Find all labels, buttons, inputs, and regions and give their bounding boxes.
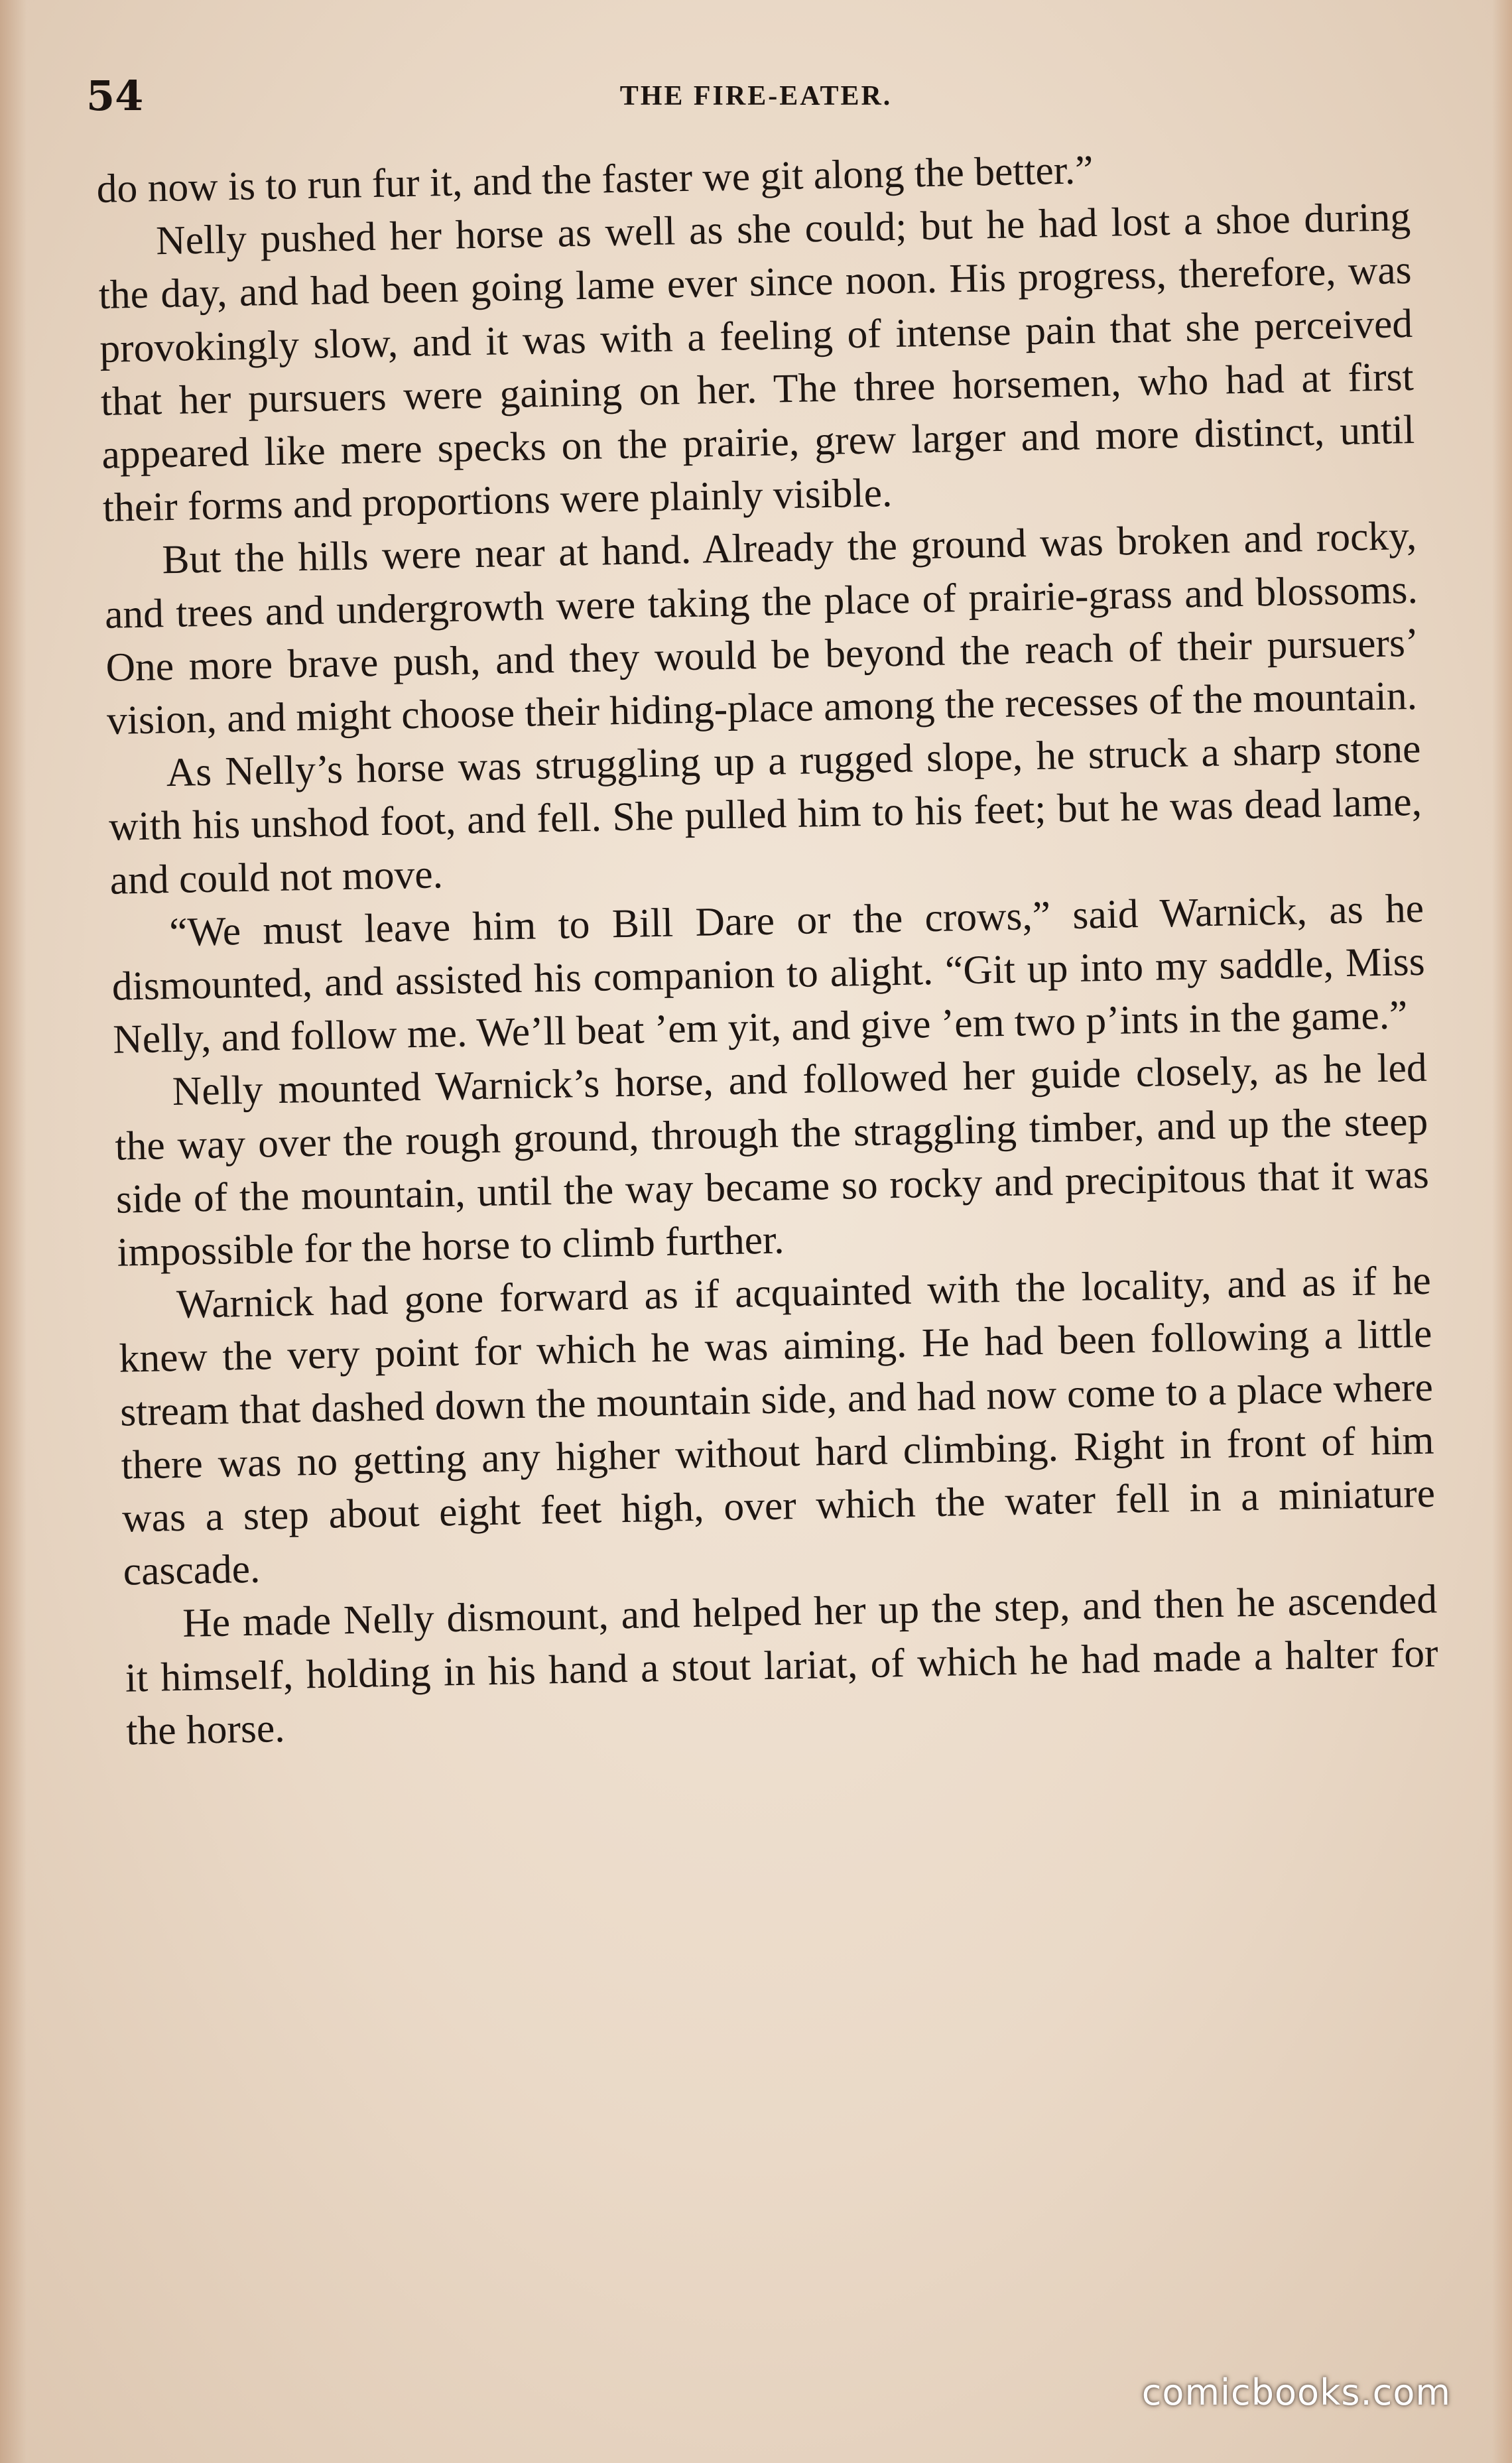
page-number: 54 <box>86 72 144 120</box>
paragraph: do now is to run fur it, and the faster we git along the better.” <box>96 147 1094 212</box>
body-text <box>96 137 1440 1758</box>
page-shadow-right <box>1492 0 1512 2463</box>
paragraph: Nelly mounted Warnick’s horse, and followed her guide closely, as he led the way over the rough ground, through the straggling timber, and up the steep side of the mountain, until the way became so rocky and precipitous that it was impossible for the horse to climb further. <box>114 1045 1430 1275</box>
page-header <box>86 70 1426 123</box>
paragraph: Nelly pushed her horse as well as she could; but he had lost a shoe during the day, and had been going lame ever since noon. His progress, therefore, was provokingly slow, and it was with a feeling of intense pain that she perceived that her pursuers were gaining on her. The three horsemen, who had at first appeared like mere specks on the prairie, grew larger and more distinct, until their forms and proportions were plainly visible. <box>98 194 1415 531</box>
paragraph: But the hills were near at hand. Already the ground was broken and rocky, and trees and undergrowth were taking the place of prairie-grass and blossoms. One more brave push, and they would be beyond the reach of their pursuers’ vision, and might choose their hiding-place among the recesses of the mountain. <box>104 513 1419 743</box>
paragraph: As Nelly’s horse was struggling up a rugged slope, he struck a sharp stone with his unshod foot, and fell. She pulled him to his feet; but he was dead lame, and could not move. <box>108 726 1422 903</box>
paragraph: “We must leave him to Bill Dare or the crows,” said Warnick, as he dismounted, and assisted his companion to alight. “Git up into my saddle, Miss Nelly, and follow me. We’ll beat ’em yit, and give ’em two p’ints in the game.” <box>111 885 1426 1062</box>
paragraph: He made Nelly dismount, and helped her up the step, and then he ascended it himself, holding in his hand a stout lariat, of which he had made a halter for the horse. <box>125 1577 1439 1754</box>
running-head: THE FIRE-EATER. <box>619 81 893 111</box>
page-shadow-left <box>0 0 27 2463</box>
watermark: comicbooks.com <box>1141 2371 1451 2413</box>
paragraph: Warnick had gone forward as if acquainted with the locality, and as if he knew the very point for which he was aiming. He had been following a little stream that dashed down the mountain side, and had now come to a place where there was no getting any higher without hard climbing. Right in front of him was a step about eight feet high, over which the water fell in a miniature cascade. <box>118 1257 1436 1594</box>
